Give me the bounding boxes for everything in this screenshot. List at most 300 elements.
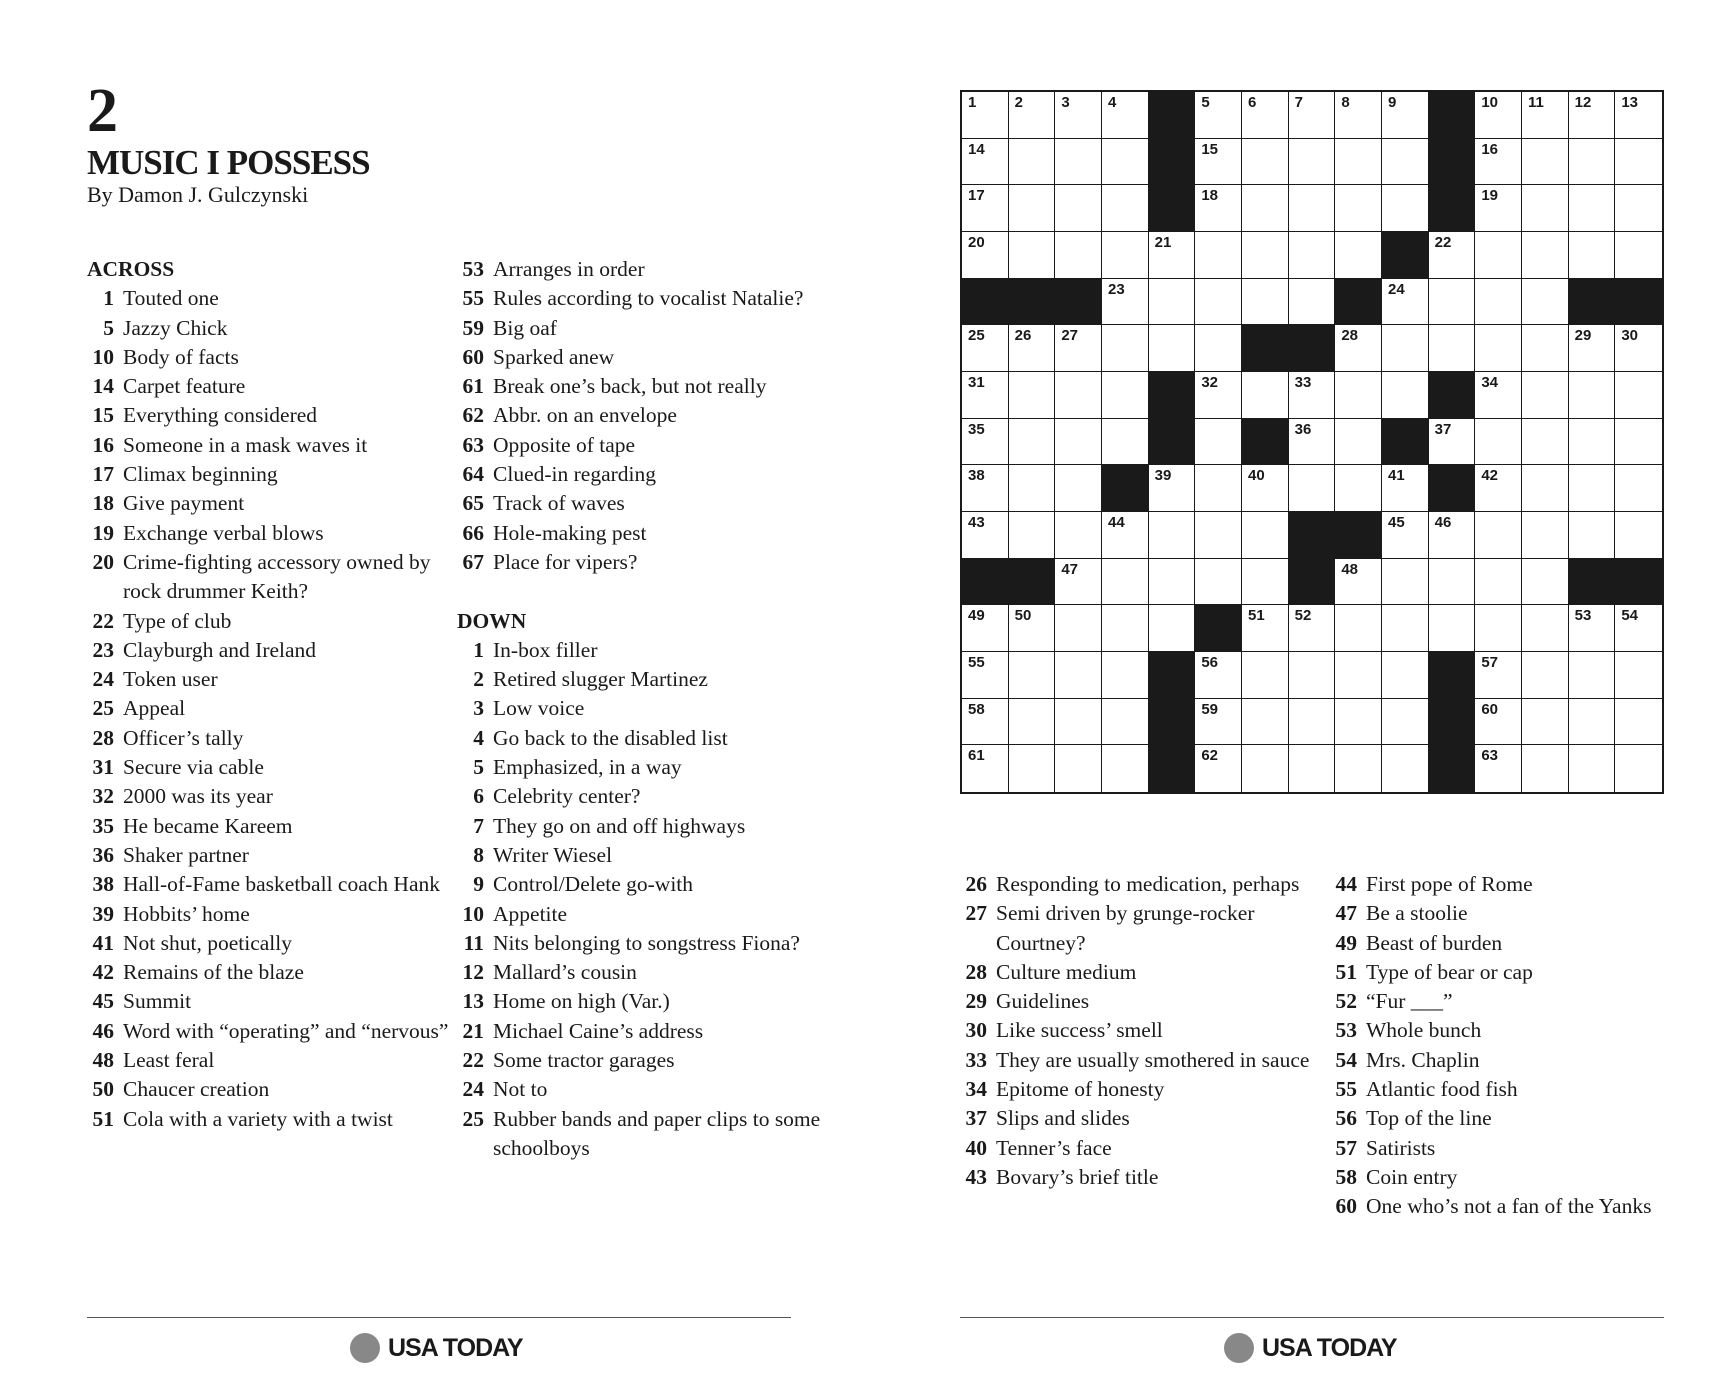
footer-logo-right: [1224, 1333, 1397, 1363]
grid-cell: [1475, 559, 1522, 606]
grid-cell: [1569, 512, 1616, 559]
clue: [457, 1046, 837, 1075]
clue: [1330, 987, 1710, 1016]
clue: [87, 548, 467, 607]
clue-text: Abbr. on an envelope: [493, 403, 677, 428]
clue-number: 66: [462, 520, 484, 545]
grid-cell: [1335, 419, 1382, 466]
clue-number: 19: [92, 520, 114, 545]
clue-text: Track of waves: [493, 491, 625, 516]
clue: [457, 987, 837, 1016]
clue-number: 38: [92, 872, 114, 897]
clue-text: Like success’ smell: [996, 1018, 1163, 1043]
grid-cell: [1195, 699, 1242, 746]
cell-number: 36: [1294, 420, 1312, 438]
usa-today-logo-icon: [1224, 1333, 1254, 1363]
clue-number: 10: [92, 344, 114, 369]
clue-number: 65: [462, 491, 484, 516]
grid-cell: [1335, 185, 1382, 232]
clue-text: He became Kareem: [123, 813, 293, 838]
grid-cell: [1382, 652, 1429, 699]
clue: [457, 870, 837, 899]
grid-cell: [1475, 325, 1522, 372]
clue-number: 55: [462, 286, 484, 311]
grid-cell: [1615, 92, 1662, 139]
clue-number: 40: [965, 1135, 987, 1160]
clue: [960, 1075, 1340, 1104]
black-square: [1289, 325, 1336, 372]
grid-cell: [1335, 325, 1382, 372]
clue-text: Beast of burden: [1366, 930, 1503, 955]
cell-number: 33: [1294, 374, 1312, 391]
grid-cell: [1475, 605, 1522, 652]
grid-cell: [1522, 465, 1569, 512]
clues-column-4: [1330, 870, 1710, 1222]
clue-number: 52: [1335, 989, 1357, 1014]
black-square: [1149, 419, 1196, 466]
clue: [87, 460, 467, 489]
clue: [87, 900, 467, 929]
clue-number: 50: [92, 1077, 114, 1102]
grid-cell: [1242, 92, 1289, 139]
clue: [457, 812, 837, 841]
clue: [457, 489, 837, 518]
cell-number: 31: [968, 374, 985, 391]
cell-number: 8: [1341, 94, 1350, 111]
clue-number: 51: [92, 1106, 114, 1131]
grid-cell: [1195, 559, 1242, 606]
grid-cell: [1289, 652, 1336, 699]
clue-number: 53: [462, 257, 484, 281]
grid-cell: [1522, 372, 1569, 419]
grid-cell: [1195, 185, 1242, 232]
clue: [1330, 929, 1710, 958]
clue-text: Clayburgh and Ireland: [123, 637, 317, 662]
clues-column-2: [457, 255, 837, 1163]
cell-number: 24: [1388, 280, 1405, 298]
grid-cell: [1242, 465, 1289, 512]
clue-number: 22: [462, 1048, 484, 1073]
clue-number: 7: [473, 813, 484, 838]
grid-cell: [1382, 185, 1429, 232]
grid-cell: [1009, 92, 1056, 139]
clue-text: Go back to the disabled list: [493, 725, 728, 750]
grid-cell: [1335, 465, 1382, 512]
grid-cell: [1149, 279, 1196, 326]
black-square: [1382, 419, 1429, 466]
clue-text: Cola with a variety with a twist: [123, 1106, 393, 1131]
grid-cell: [1102, 605, 1149, 652]
black-square: [1149, 745, 1196, 792]
clue-number: 16: [92, 432, 114, 457]
clue-number: 42: [92, 960, 114, 985]
clue-number: 11: [463, 930, 484, 955]
clue-number: 46: [92, 1018, 114, 1043]
clue-text: Carpet feature: [123, 374, 246, 399]
black-square: [1289, 512, 1336, 559]
cell-number: 62: [1201, 747, 1219, 765]
grid-cell: [1382, 745, 1429, 792]
grid-cell: [1149, 559, 1196, 606]
grid-cell: [1382, 92, 1429, 139]
cell-number: 46: [1434, 514, 1452, 531]
cell-number: 47: [1061, 560, 1079, 578]
grid-cell: [1009, 605, 1056, 652]
black-square: [1055, 279, 1102, 326]
grid-cell: [1429, 279, 1476, 326]
grid-cell: [1289, 419, 1336, 466]
clue: [457, 314, 837, 343]
black-square: [1569, 559, 1616, 606]
grid-cell: [1242, 372, 1289, 419]
clue-text: Rules according to vocalist Natalie?: [493, 286, 804, 311]
cell-number: 41: [1388, 467, 1405, 485]
grid-cell: [1009, 465, 1056, 512]
clue-number: 25: [462, 1106, 484, 1131]
grid-cell: [1242, 559, 1289, 606]
clue-number: 28: [92, 725, 114, 750]
clue-text: Top of the line: [1366, 1106, 1492, 1131]
clue-number: 20: [92, 549, 114, 574]
black-square: [1149, 139, 1196, 186]
grid-cell: [1429, 419, 1476, 466]
cell-number: 34: [1481, 374, 1499, 391]
clue: [960, 1134, 1340, 1163]
cell-number: 48: [1341, 560, 1359, 578]
grid-cell: [1009, 139, 1056, 186]
clue-text: Shaker partner: [123, 842, 249, 867]
clue-text: Not shut, poetically: [123, 930, 292, 955]
cell-number: 29: [1574, 327, 1592, 345]
grid-cell: [1102, 372, 1149, 419]
clue-text: Crime-fighting accessory owned by rock drummer Keith?: [123, 549, 431, 604]
grid-cell: [1009, 185, 1056, 232]
grid-cell: [1522, 92, 1569, 139]
clue-number: 1: [103, 286, 114, 311]
grid-cell: [962, 92, 1009, 139]
clue: [1330, 870, 1710, 899]
grid-cell: [1195, 512, 1242, 559]
black-square: [1149, 185, 1196, 232]
clue: [87, 1075, 467, 1104]
clue-text: Remains of the blaze: [123, 960, 304, 985]
grid-cell: [1009, 325, 1056, 372]
clue-number: 44: [1335, 872, 1357, 896]
clue-number: 45: [92, 989, 114, 1014]
grid-cell: [1475, 652, 1522, 699]
grid-cell: [1009, 419, 1056, 466]
clue-text: Satirists: [1366, 1135, 1436, 1160]
clue: [87, 841, 467, 870]
grid-cell: [1102, 512, 1149, 559]
black-square: [1149, 699, 1196, 746]
grid-cell: [1195, 232, 1242, 279]
grid-cell: [1195, 745, 1242, 792]
clue: [457, 694, 837, 723]
grid-cell: [962, 325, 1009, 372]
clue: [457, 548, 837, 577]
clue-text: Michael Caine’s address: [493, 1018, 704, 1043]
clue-number: 32: [92, 784, 114, 809]
grid-cell: [1335, 559, 1382, 606]
clue-text: Hole-making pest: [493, 520, 647, 545]
grid-cell: [1475, 279, 1522, 326]
clue: [87, 343, 467, 372]
clue-number: 35: [92, 813, 114, 838]
clue-number: 24: [92, 667, 114, 692]
grid-cell: [1615, 185, 1662, 232]
clue-text: Low voice: [493, 696, 585, 721]
grid-cell: [1615, 652, 1662, 699]
grid-cell: [1242, 652, 1289, 699]
grid-cell: [1522, 325, 1569, 372]
clue: [960, 1016, 1340, 1045]
clue-text: Rubber bands and paper clips to some schoolboys: [493, 1106, 821, 1160]
grid-cell: [1009, 699, 1056, 746]
cell-number: 45: [1388, 514, 1405, 531]
grid-cell: [1615, 232, 1662, 279]
black-square: [1429, 139, 1476, 186]
clue-text: Home on high (Var.): [493, 989, 670, 1014]
clue-text: Everything considered: [123, 403, 318, 428]
clue: [457, 1075, 837, 1104]
cell-number: 58: [968, 700, 985, 718]
clue: [960, 987, 1340, 1016]
grid-cell: [1429, 559, 1476, 606]
grid-cell: [1055, 605, 1102, 652]
grid-cell: [1009, 232, 1056, 279]
grid-cell: [1102, 279, 1149, 326]
grid-cell: [1289, 232, 1336, 279]
grid-cell: [962, 372, 1009, 419]
grid-cell: [1289, 279, 1336, 326]
grid-cell: [1289, 465, 1336, 512]
grid-cell: [1242, 185, 1289, 232]
clue: [87, 753, 467, 782]
black-square: [1335, 279, 1382, 326]
clue-number: 58: [1335, 1164, 1357, 1189]
clue: [457, 372, 837, 401]
clue: [1330, 1016, 1710, 1045]
clue-number: 9: [473, 872, 484, 897]
grid-cell: [1335, 699, 1382, 746]
black-square: [1569, 279, 1616, 326]
grid-cell: [1475, 465, 1522, 512]
black-square: [1382, 232, 1429, 279]
clue: [457, 1105, 837, 1164]
black-square: [1149, 92, 1196, 139]
grid-cell: [1289, 185, 1336, 232]
grid-cell: [1102, 652, 1149, 699]
grid-cell: [1615, 419, 1662, 466]
cell-number: 56: [1201, 654, 1219, 671]
clue-number: 3: [473, 696, 484, 721]
grid-cell: [1429, 232, 1476, 279]
clue-text: Semi driven by grunge-rocker Courtney?: [996, 901, 1255, 955]
cell-number: 6: [1248, 94, 1257, 111]
grid-cell: [962, 232, 1009, 279]
grid-cell: [1522, 279, 1569, 326]
grid-cell: [1102, 92, 1149, 139]
clue-text: Culture medium: [996, 959, 1137, 984]
clue-number: 5: [103, 315, 114, 340]
clue-number: 25: [92, 696, 114, 721]
clue-number: 10: [462, 901, 484, 926]
grid-cell: [1195, 372, 1242, 419]
grid-cell: [1522, 419, 1569, 466]
clue: [87, 724, 467, 753]
clue: [457, 1017, 837, 1046]
clue: [960, 899, 1340, 958]
clue: [87, 1105, 467, 1134]
grid-cell: [1569, 92, 1616, 139]
clue-text: Clued-in regarding: [493, 462, 656, 487]
clue: [87, 812, 467, 841]
grid-cell: [1149, 232, 1196, 279]
clue-text: Emphasized, in a way: [493, 755, 682, 780]
clue: [457, 665, 837, 694]
black-square: [1289, 559, 1336, 606]
grid-cell: [1475, 139, 1522, 186]
grid-cell: [1475, 745, 1522, 792]
cell-number: 1: [968, 94, 977, 111]
clue-text: Slips and slides: [996, 1106, 1130, 1131]
black-square: [1429, 745, 1476, 792]
grid-cell: [1242, 745, 1289, 792]
cell-number: 53: [1574, 607, 1592, 625]
grid-cell: [1149, 325, 1196, 372]
clue-text: Someone in a mask waves it: [123, 432, 368, 457]
clues-column-3: [960, 870, 1340, 1192]
footer-rule-left: [87, 1317, 791, 1318]
clue-number: 26: [965, 872, 987, 896]
grid-cell: [1475, 699, 1522, 746]
cell-number: 59: [1201, 700, 1219, 718]
clue-number: 62: [462, 403, 484, 428]
grid-cell: [1429, 512, 1476, 559]
clue: [457, 782, 837, 811]
cell-number: 63: [1481, 747, 1499, 765]
grid-cell: [1522, 652, 1569, 699]
black-square: [1149, 652, 1196, 699]
grid-cell: [1429, 325, 1476, 372]
black-square: [1615, 279, 1662, 326]
grid-cell: [1522, 139, 1569, 186]
clue: [87, 694, 467, 723]
cell-number: 27: [1061, 327, 1079, 345]
grid-cell: [1569, 465, 1616, 512]
clue-number: 55: [1335, 1077, 1357, 1102]
grid-cell: [1055, 419, 1102, 466]
cell-number: 42: [1481, 467, 1499, 485]
black-square: [1149, 372, 1196, 419]
clue-number: 61: [462, 374, 484, 399]
grid-cell: [1475, 419, 1522, 466]
clue: [1330, 958, 1710, 987]
cell-number: 26: [1014, 327, 1032, 345]
grid-cell: [1382, 139, 1429, 186]
grid-cell: [962, 745, 1009, 792]
usa-today-brand: USA TODAY: [388, 1333, 523, 1362]
grid-cell: [1102, 325, 1149, 372]
grid-cell: [1055, 465, 1102, 512]
clue-text: Secure via cable: [123, 755, 264, 780]
grid-cell: [1055, 699, 1102, 746]
grid-cell: [1102, 232, 1149, 279]
black-square: [1242, 325, 1289, 372]
clue: [960, 1104, 1340, 1133]
grid-cell: [1615, 465, 1662, 512]
cell-number: 61: [968, 747, 985, 765]
grid-cell: [1055, 652, 1102, 699]
clue-number: 67: [462, 549, 484, 574]
grid-cell: [1055, 139, 1102, 186]
clue: [457, 958, 837, 987]
clue-text: Writer Wiesel: [493, 842, 613, 867]
clue-text: Responding to medication, perhaps: [996, 872, 1300, 896]
clue: [960, 1163, 1340, 1192]
cell-number: 32: [1201, 374, 1219, 391]
grid-cell: [1289, 745, 1336, 792]
clue-text: Coin entry: [1366, 1164, 1458, 1189]
grid-cell: [1335, 372, 1382, 419]
grid-cell: [1335, 139, 1382, 186]
clue: [457, 255, 837, 284]
cell-number: 10: [1481, 94, 1499, 111]
clue-number: 12: [462, 960, 484, 985]
clue: [87, 607, 467, 636]
grid-cell: [1569, 699, 1616, 746]
clue-text: Climax beginning: [123, 462, 278, 487]
clue-number: 4: [473, 725, 484, 750]
cell-number: 38: [968, 467, 985, 485]
clue-number: 29: [965, 989, 987, 1014]
clue: [960, 870, 1340, 899]
clue-text: Control/Delete go-with: [493, 872, 694, 897]
clue: [457, 724, 837, 753]
grid-cell: [1102, 699, 1149, 746]
grid-cell: [1615, 512, 1662, 559]
clue-number: 22: [92, 608, 114, 633]
clue: [87, 1046, 467, 1075]
cell-number: 22: [1434, 234, 1452, 251]
clue-number: 59: [462, 315, 484, 340]
clue: [457, 284, 837, 313]
grid-cell: [1055, 92, 1102, 139]
grid-cell: [1475, 185, 1522, 232]
grid-cell: [1569, 419, 1616, 466]
clue: [457, 401, 837, 430]
clue-text: Type of club: [123, 608, 232, 633]
grid-cell: [1195, 419, 1242, 466]
black-square: [1242, 419, 1289, 466]
cell-number: 2: [1014, 94, 1023, 111]
clue-text: They go on and off highways: [493, 813, 746, 838]
grid-cell: [1569, 372, 1616, 419]
clue-text: Retired slugger Martinez: [493, 667, 708, 692]
clue: [87, 314, 467, 343]
clue-number: 17: [92, 462, 114, 487]
grid-cell: [1102, 559, 1149, 606]
clue-number: 34: [965, 1077, 987, 1102]
cell-number: 4: [1108, 94, 1117, 111]
clue-number: 8: [473, 842, 484, 867]
clue-number: 41: [92, 930, 114, 955]
clue-text: Nits belonging to songstress Fiona?: [493, 930, 800, 955]
clue-number: 31: [92, 755, 114, 780]
clue-text: In-box filler: [493, 637, 598, 662]
clue: [87, 519, 467, 548]
